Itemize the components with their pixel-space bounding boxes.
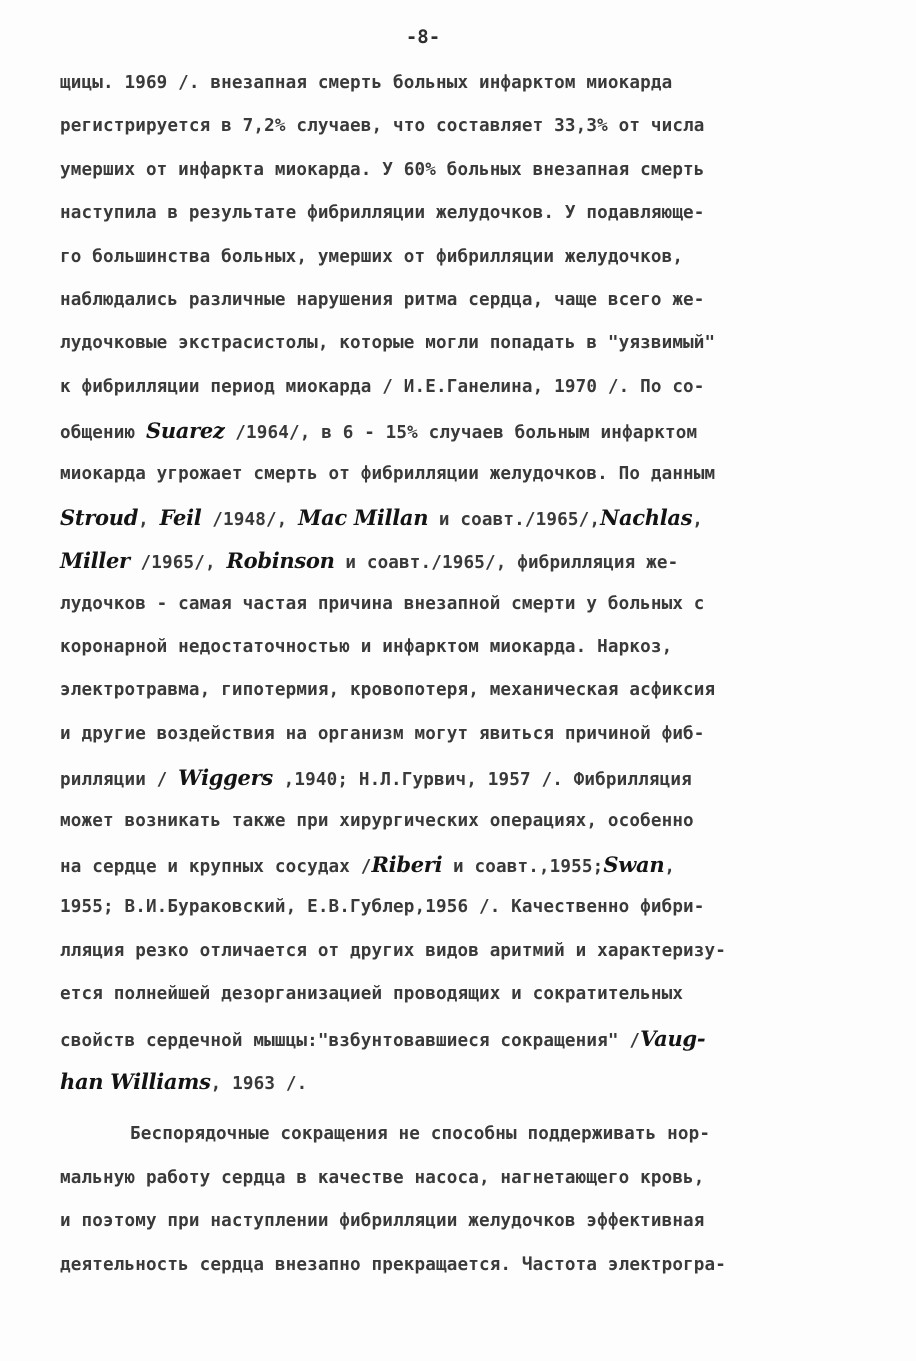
typed-text: Беспорядочные сокращения не способны поддерживать нор- (130, 1124, 711, 1145)
text-line (60, 539, 860, 582)
handwritten-name: Riberi (371, 852, 443, 878)
text-line (60, 583, 860, 626)
typed-text: миокарда угрожает смерть от фибрилляции желудочков. По данным (60, 463, 716, 484)
handwritten-name: Suarez (145, 418, 225, 444)
typed-text: и поэтому при наступлении фибрилляции желудочков эффективная (60, 1211, 705, 1232)
page-number: -8- (405, 26, 441, 48)
typed-text: электротравма, гипотермия, кровопотеря, механическая асфиксия (60, 680, 716, 701)
typed-text: свойств сердечной мышцы:"взбунтовавшиеся сокращения" / (60, 1030, 641, 1051)
typed-text: /1965/, (129, 553, 227, 574)
text-line (60, 1113, 860, 1156)
text-line (60, 1157, 860, 1200)
handwritten-name: Nachlas (600, 504, 693, 530)
typed-text: лудочковые экстрасистолы, которые могли попадать в "уязвимый" (60, 333, 716, 354)
handwritten-name: Vaug- (640, 1025, 706, 1051)
text-line (60, 149, 860, 192)
text-line (60, 973, 860, 1016)
text-line (60, 669, 860, 712)
typed-text: регистрируется в 7,2% случаев, что составляет 33,3% от числа (60, 116, 705, 137)
typed-text: лляция резко отличается от других видов аритмий и характеризу- (60, 940, 727, 961)
text-line (60, 756, 860, 799)
text-line (60, 409, 860, 452)
typed-text: и соавт.,1955; (442, 857, 604, 878)
text-line (60, 366, 860, 409)
typed-text: /1964/, в 6 - 15% случаев больным инфарктом (224, 423, 698, 444)
text-line (60, 800, 860, 843)
typed-text: , (664, 857, 676, 878)
typed-text: наступила в результате фибрилляции желудочков. У подавляюще- (60, 203, 705, 224)
handwritten-name: Miller (60, 548, 130, 574)
typed-text: и другие воздействия на организм могут явиться причиной фиб- (60, 723, 705, 744)
text-line (60, 1244, 860, 1287)
typed-text: щицы. 1969 /. внезапная смерть больных инфарктом миокарда (60, 73, 673, 93)
handwritten-name: Mac Millan (298, 504, 429, 530)
handwritten-name: Robinson (226, 548, 335, 574)
typed-text: общению (60, 423, 146, 444)
text-line (60, 843, 860, 886)
typed-text: го большинства больных, умерших от фибрилляции желудочков, (60, 246, 684, 267)
text-line (60, 1017, 860, 1060)
typed-text: на сердце и крупных сосудах / (60, 857, 372, 878)
typed-text: ется полнейшей дезорганизацией проводящих и сократительных (60, 984, 684, 1005)
typed-text: , (692, 509, 703, 530)
typed-text: к фибрилляции период миокарда / И.Е.Ганелина, 1970 /. По со- (60, 376, 705, 397)
text-line (60, 192, 860, 235)
text-line (60, 1060, 860, 1103)
typed-text: рилляции / (60, 770, 179, 791)
body-text (60, 62, 860, 1287)
text-line (60, 930, 860, 973)
text-line (60, 496, 860, 539)
typed-text: мальную работу сердца в качестве насоса, нагнетающего кровь, (60, 1167, 705, 1188)
paragraph-gap (60, 1103, 860, 1113)
typed-text: деятельность сердца внезапно прекращается. Частота электрогра- (60, 1254, 727, 1275)
typed-text: ,1940; Н.Л.Гурвич, 1957 /. Фибрилляция (272, 770, 692, 791)
handwritten-name: Wiggers (178, 765, 273, 791)
text-line (60, 322, 860, 365)
text-line (60, 713, 860, 756)
text-line (60, 105, 860, 148)
text-line (60, 62, 860, 105)
text-line (60, 236, 860, 279)
typed-text: может возникать также при хирургических операциях, особенно (60, 810, 694, 831)
typed-text: коронарной недостаточностью и инфарктом миокарда. Наркоз, (60, 637, 673, 658)
text-line (60, 279, 860, 322)
typed-text: , (138, 509, 160, 530)
typed-text: лудочков - самая частая причина внезапной смерти у больных с (60, 593, 705, 614)
typed-text: наблюдались различные нарушения ритма сердца, чаще всего же- (60, 289, 705, 310)
typed-text: и соавт./1965/, фибрилляция же- (334, 553, 679, 574)
typed-text: умерших от инфаркта миокарда. У 60% больных внезапная смерть (60, 159, 705, 180)
text-line (60, 1200, 860, 1243)
text-line (60, 886, 860, 929)
handwritten-name: Stroud (60, 504, 139, 530)
text-line (60, 626, 860, 669)
typed-text: /1948/, (201, 509, 299, 530)
typed-text: , 1963 /. (210, 1073, 308, 1094)
handwritten-name: Feil (159, 504, 202, 530)
typed-text: 1955; В.И.Бураковский, Е.В.Гублер,1956 /. Качественно фибри- (60, 897, 705, 918)
handwritten-name: Swan (603, 852, 665, 878)
typed-text: и соавт./1965/, (428, 509, 601, 530)
handwritten-name: han Williams (60, 1068, 211, 1094)
text-line (60, 453, 860, 496)
